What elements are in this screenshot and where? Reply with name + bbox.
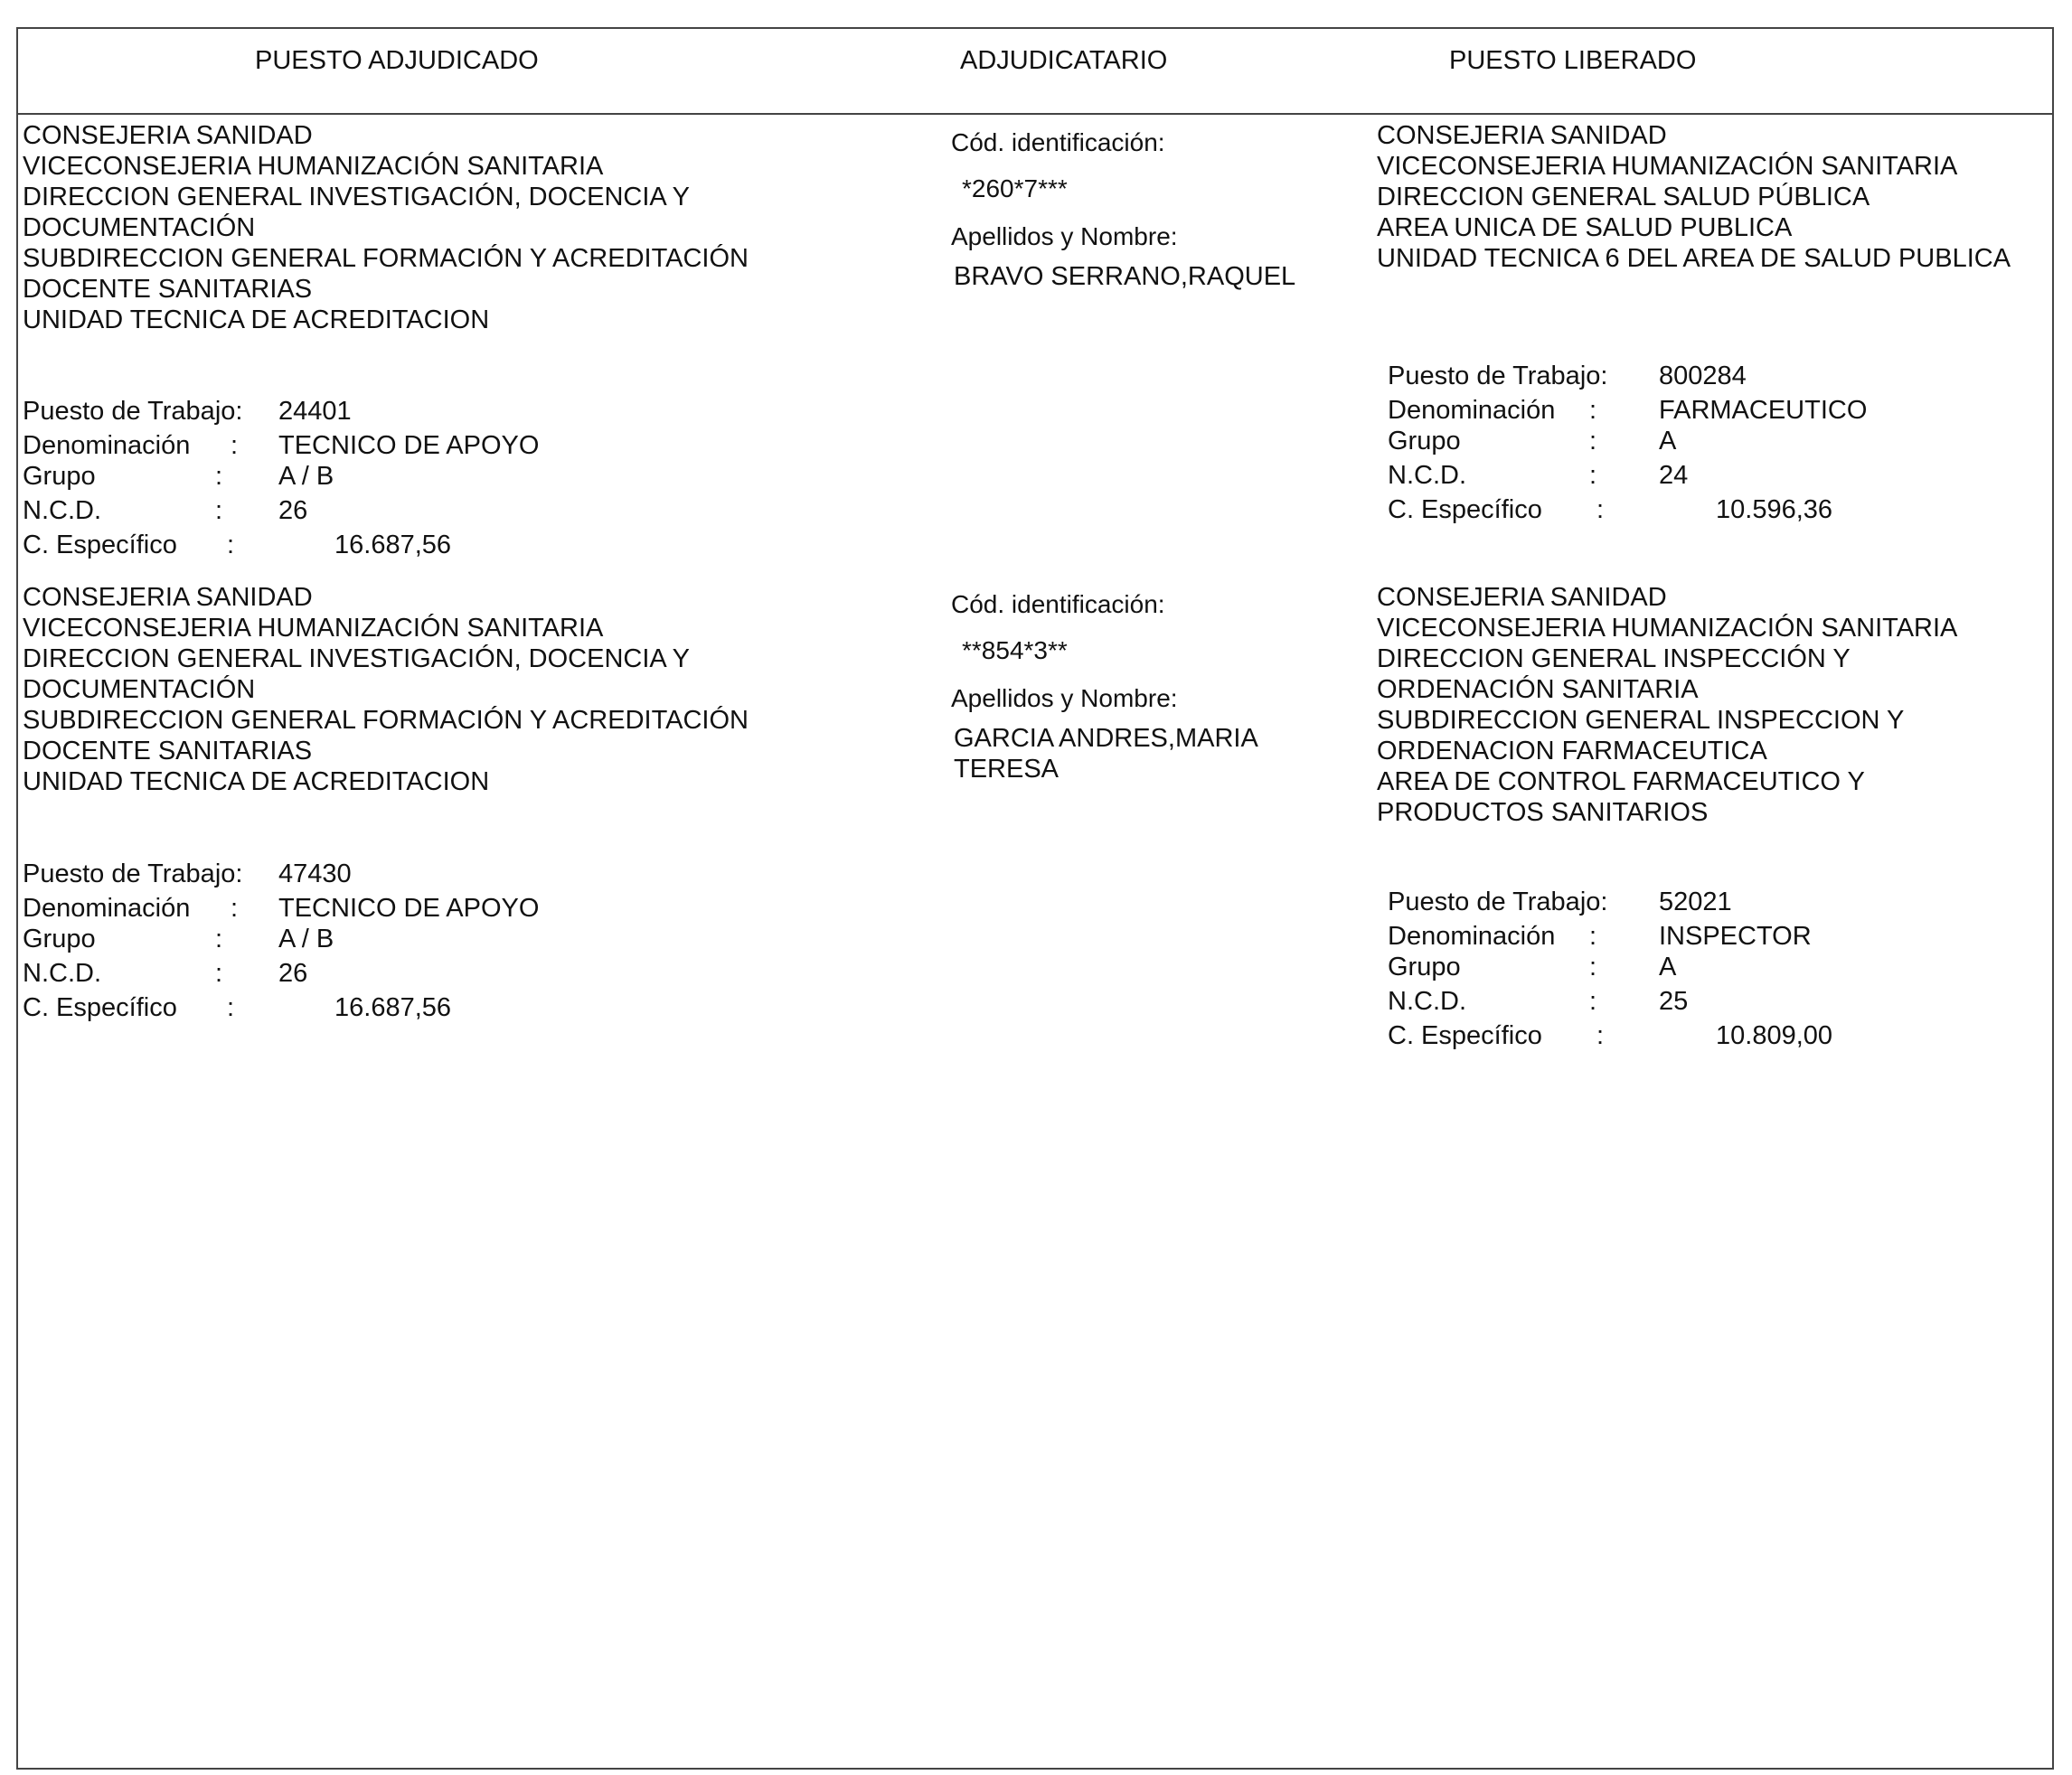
colon: : (231, 894, 239, 923)
puesto-value: 52021 (1659, 888, 1732, 916)
org-line: VICECONSEJERIA HUMANIZACIÓN SANITARIA (1377, 614, 1958, 643)
puesto-label: Puesto de Trabajo: (23, 397, 243, 426)
nombre-line: TERESA (954, 755, 1060, 784)
org-line: SUBDIRECCION GENERAL INSPECCION Y (1377, 706, 1905, 735)
puesto-value: 800284 (1659, 362, 1747, 390)
org-line: CONSEJERIA SANIDAD (23, 583, 313, 612)
org-line: CONSEJERIA SANIDAD (1377, 121, 1667, 150)
colon: : (231, 431, 239, 460)
ncd-label: N.C.D. (1388, 987, 1466, 1016)
entry-1-cod-value: *260*7*** (962, 174, 1068, 202)
especifico-value: 16.687,56 (334, 993, 452, 1022)
org-line: VICECONSEJERIA HUMANIZACIÓN SANITARIA (1377, 152, 1958, 181)
org-line: CONSEJERIA SANIDAD (1377, 583, 1667, 612)
especifico-label: C. Específico (1388, 495, 1542, 524)
puesto-label: Puesto de Trabajo: (1388, 362, 1608, 390)
org-line: DOCUMENTACIÓN (23, 213, 256, 242)
ncd-label: N.C.D. (23, 959, 101, 988)
org-line: AREA UNICA DE SALUD PUBLICA (1377, 213, 1793, 242)
nombre-line: BRAVO SERRANO,RAQUEL (954, 262, 1296, 291)
puesto-label: Puesto de Trabajo: (1388, 888, 1608, 916)
ncd-label: N.C.D. (23, 496, 101, 525)
org-line: UNIDAD TECNICA 6 DEL AREA DE SALUD PUBLICA (1377, 244, 2011, 273)
org-line: DIRECCION GENERAL INVESTIGACIÓN, DOCENCIA Y (23, 183, 691, 211)
header-puesto-adjudicado: PUESTO ADJUDICADO (255, 46, 539, 75)
colon: : (227, 531, 235, 559)
ncd-label: N.C.D. (1388, 461, 1466, 490)
entry-1-cod-label: Cód. identificación: (951, 128, 1165, 156)
grupo-label: Grupo (1388, 953, 1461, 981)
ncd-value: 26 (278, 959, 308, 988)
grupo-value: A / B (278, 925, 334, 953)
org-line: DIRECCION GENERAL INSPECCIÓN Y (1377, 644, 1851, 673)
org-line: DOCENTE SANITARIAS (23, 737, 313, 765)
entry-2-cod-label: Cód. identificación: (951, 590, 1165, 618)
org-line: DOCUMENTACIÓN (23, 675, 256, 704)
entry-2-nombre (954, 723, 1258, 784)
grupo-value: A (1659, 953, 1677, 981)
entry-1-nombre (954, 261, 1295, 292)
puesto-value: 24401 (278, 397, 352, 426)
colon: : (1596, 1021, 1605, 1050)
colon: : (215, 462, 223, 491)
especifico-label: C. Específico (23, 531, 177, 559)
entry-1-adjudicado-organization (23, 120, 749, 335)
denominacion-value: INSPECTOR (1659, 922, 1812, 951)
org-line: ORDENACIÓN SANITARIA (1377, 675, 1699, 704)
colon: : (1589, 396, 1597, 425)
colon: : (215, 496, 223, 525)
org-line: VICECONSEJERIA HUMANIZACIÓN SANITARIA (23, 152, 604, 181)
especifico-label: C. Específico (23, 993, 177, 1022)
entry-2-cod-value: **854*3** (962, 636, 1068, 664)
org-line: VICECONSEJERIA HUMANIZACIÓN SANITARIA (23, 614, 604, 643)
colon: : (1589, 953, 1597, 981)
especifico-value: 10.809,00 (1716, 1021, 1833, 1050)
org-line: AREA DE CONTROL FARMACEUTICO Y (1377, 767, 1865, 796)
ncd-value: 24 (1659, 461, 1689, 490)
puesto-value: 47430 (278, 859, 352, 888)
denominacion-label: Denominación (23, 431, 191, 460)
especifico-value: 16.687,56 (334, 531, 452, 559)
org-line: DIRECCION GENERAL INVESTIGACIÓN, DOCENCIA Y (23, 644, 691, 673)
grupo-value: A (1659, 427, 1677, 455)
org-line: PRODUCTOS SANITARIOS (1377, 798, 1709, 827)
org-line: CONSEJERIA SANIDAD (23, 121, 313, 150)
entry-2-nombre-label: Apellidos y Nombre: (951, 684, 1178, 712)
ncd-value: 26 (278, 496, 308, 525)
org-line: UNIDAD TECNICA DE ACREDITACION (23, 767, 490, 796)
entry-2-adjudicado-organization (23, 582, 749, 797)
entry-1-nombre-label: Apellidos y Nombre: (951, 222, 1178, 250)
colon: : (227, 993, 235, 1022)
grupo-label: Grupo (1388, 427, 1461, 455)
denominacion-label: Denominación (1388, 396, 1556, 425)
nombre-line: GARCIA ANDRES,MARIA (954, 724, 1258, 753)
grupo-label: Grupo (23, 925, 96, 953)
header-adjudicatario: ADJUDICATARIO (960, 46, 1168, 75)
ncd-value: 25 (1659, 987, 1689, 1016)
org-line: ORDENACION FARMACEUTICA (1377, 737, 1767, 765)
org-line: DIRECCION GENERAL SALUD PÚBLICA (1377, 183, 1870, 211)
colon: : (1589, 461, 1597, 490)
especifico-value: 10.596,36 (1716, 495, 1833, 524)
entry-1-liberado-organization (1377, 120, 2011, 274)
colon: : (1589, 922, 1597, 951)
colon: : (1596, 495, 1605, 524)
colon: : (215, 959, 223, 988)
org-line: SUBDIRECCION GENERAL FORMACIÓN Y ACREDITACIÓN (23, 244, 749, 273)
header-divider (16, 113, 2054, 115)
denominacion-value: TECNICO DE APOYO (278, 894, 540, 923)
entry-2-liberado-organization (1377, 582, 1957, 828)
denominacion-value: TECNICO DE APOYO (278, 431, 540, 460)
org-line: DOCENTE SANITARIAS (23, 275, 313, 304)
colon: : (1589, 427, 1597, 455)
denominacion-value: FARMACEUTICO (1659, 396, 1868, 425)
grupo-label: Grupo (23, 462, 96, 491)
denominacion-label: Denominación (1388, 922, 1556, 951)
org-line: SUBDIRECCION GENERAL FORMACIÓN Y ACREDITACIÓN (23, 706, 749, 735)
header-puesto-liberado: PUESTO LIBERADO (1449, 46, 1697, 75)
colon: : (215, 925, 223, 953)
puesto-label: Puesto de Trabajo: (23, 859, 243, 888)
org-line: UNIDAD TECNICA DE ACREDITACION (23, 305, 490, 334)
denominacion-label: Denominación (23, 894, 191, 923)
grupo-value: A / B (278, 462, 334, 491)
especifico-label: C. Específico (1388, 1021, 1542, 1050)
colon: : (1589, 987, 1597, 1016)
